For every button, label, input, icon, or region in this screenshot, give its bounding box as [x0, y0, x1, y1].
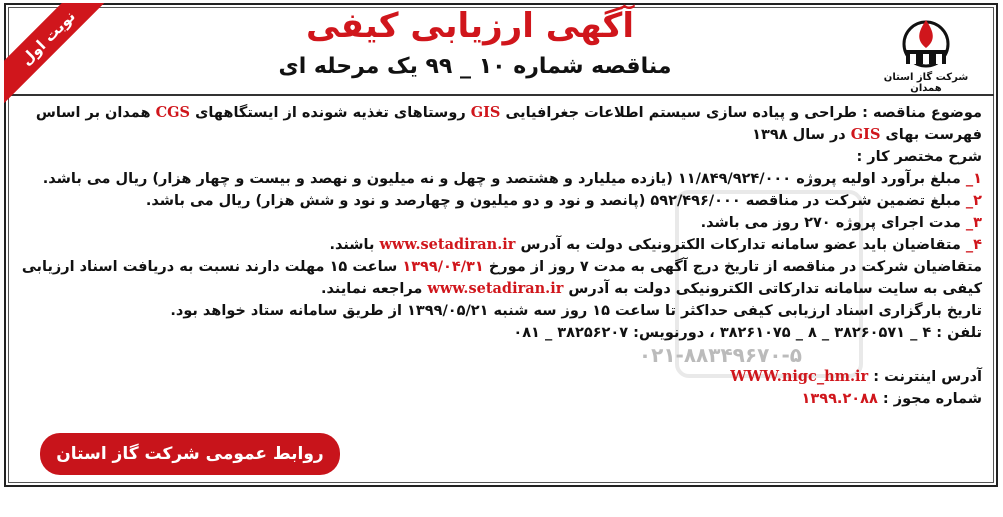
paragraph-3: تاریخ بارگزاری اسناد ارزیابی کیفی حداکثر تا ساعت ۱۵ روز سه شنبه ۱۳۹۹/۰۵/۲۱ از طریق سامانه ستاد خواهد بود. [170, 303, 982, 319]
ad-body [22, 102, 982, 410]
corner-ribbon [4, 3, 104, 103]
setadiran-link[interactable]: www.setadiran.ir [379, 236, 516, 253]
permit-line: شماره مجوز : ۱۳۹۹.۲۰۸۸ [801, 391, 982, 407]
price-list-line: فهرست بهای GIS در سال ۱۳۹۸ [752, 126, 982, 143]
subject-line: موضوع مناقصه : طراحی و پیاده سازی سیستم اطلاعات جغرافیایی GIS روستاهای تغذیه شونده از ایستگاههای CGS همدان بر اساس [35, 104, 982, 121]
company-caption: شرکت گاز استان همدان [883, 72, 969, 94]
gas-company-logo-icon [896, 14, 956, 70]
website-line: آدرس اینترنت : WWW.nigc_hm.ir [730, 368, 982, 385]
ad-title: آگهی ارزیابی کیفی [306, 6, 634, 46]
public-relations-badge: روابط عمومی شرکت گاز استان همدان [40, 433, 340, 475]
setadiran-link-2[interactable]: www.setadiran.ir [427, 280, 564, 297]
tender-number: مناقصه شماره ۱۰ _ ۹۹ یک مرحله ای [278, 54, 672, 79]
first-notice-badge: نوبت اول [4, 3, 104, 103]
company-logo [871, 14, 981, 94]
website-link[interactable]: WWW.nigc_hm.ir [730, 368, 869, 385]
phone-line: تلفن : ۴ _ ۳۸۲۶۰۵۷۱ _ ۸ _ ۳۸۲۶۱۰۷۵ ، دورنویس: ۳۸۲۵۶۲۰۷ _ ۰۸۱ [513, 325, 982, 341]
item-2: ۲_ مبلغ تضمین شرکت در مناقصه ۵۹۲/۴۹۶/۰۰۰ (پانصد و نود و دو میلیون و چهارصد و نود و شش هزار) ریال می باشد. [145, 193, 982, 209]
tender-phone-watermark: ۰۲۱-۸۸۳۴۹۶۷۰-۵ [638, 343, 802, 367]
item-3: ۳_ مدت اجرای پروژه ۲۷۰ روز می باشد. [700, 215, 982, 231]
item-4: ۴_ متقاضیان باید عضو سامانه تدارکات الکترونیکی دولت به آدرس www.setadiran.ir باشند. [329, 236, 982, 253]
paragraph-2: کیفی به سایت سامانه تدارکاتی الکترونیکی دولت به آدرس www.setadiran.ir مراجعه نمایند. [321, 280, 982, 297]
summary-heading: شرح مختصر کار : [856, 149, 982, 165]
paragraph-1: متقاضیان شرکت در مناقصه از تاریخ درج آگهی به مدت ۷ روز از مورخ ۱۳۹۹/۰۴/۳۱ ساعت ۱۵ مهلت دارند نسبت به دریافت اسناد ارزیابی [21, 259, 982, 275]
header-divider [8, 94, 994, 96]
item-1: ۱_ مبلغ برآورد اولیه پروژه ۱۱/۸۴۹/۹۲۴/۰۰۰ (یازده میلیارد و هشتصد و چهل و نه میلیون و نهصد و بیست و چهار هزار) ریال می باشد. [42, 171, 982, 187]
